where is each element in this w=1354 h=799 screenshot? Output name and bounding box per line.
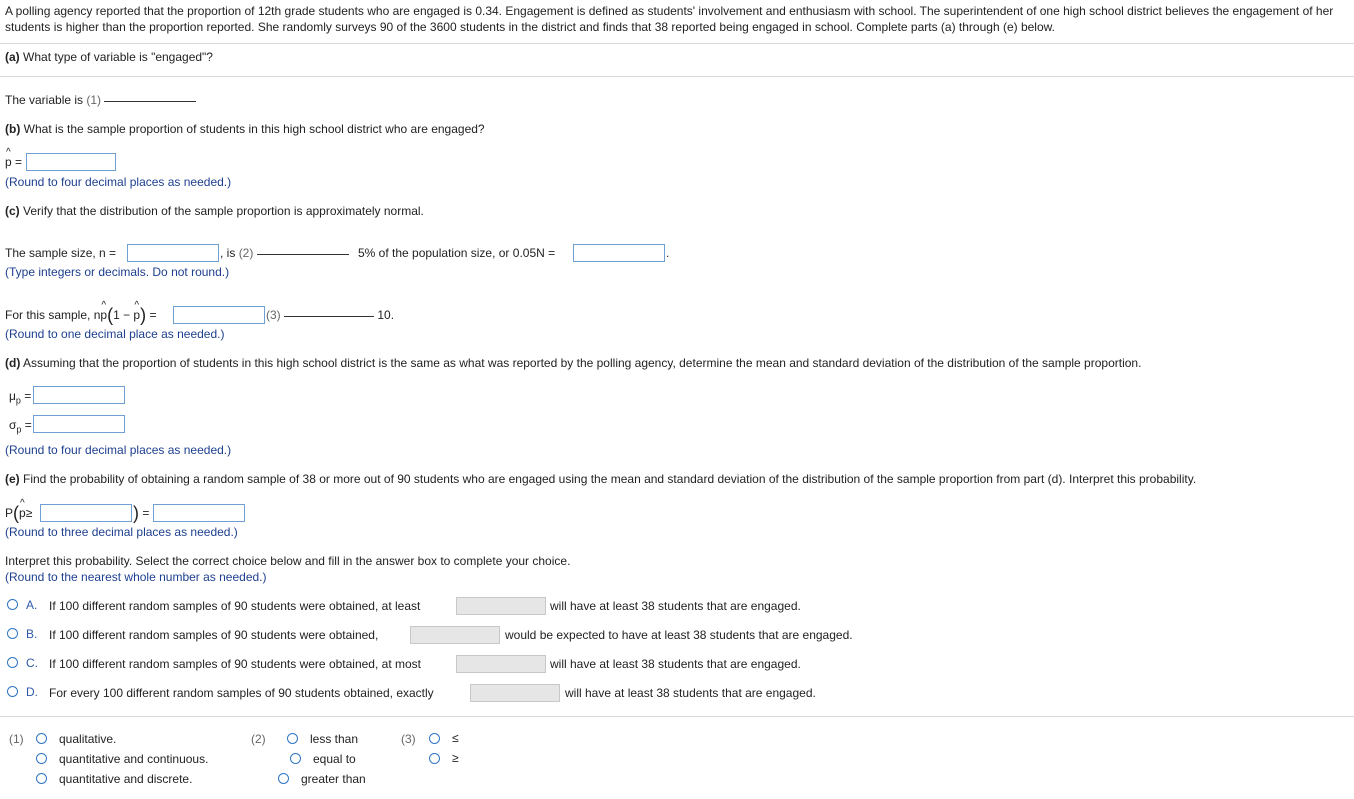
choice-c-letter: C.	[26, 656, 38, 670]
mu-phat-label: $\mu_p$ =	[9, 389, 32, 406]
option-2-greater: greater than	[301, 772, 366, 786]
interpret-note: (Round to the nearest whole number as needed.)	[5, 570, 267, 584]
sigma-phat-input[interactable]	[33, 415, 125, 433]
choice-c-text: If 100 different random samples of 90 students were obtained, at most	[49, 657, 421, 671]
problem-intro: A polling agency reported that the proportion of 12th grade students who are engaged is 0.34. Engagement is defined as students' involvement and enthusiasm with school. The superintendent of one high school district believes the engagement of her students is higher than the proportion reported. She randomly surveys 90 of the 3600 students in the district and finds that 38 reported being engaged in school. Complete parts (a) through (e) below.	[5, 4, 1334, 34]
options-group-3-label: (3)	[401, 732, 416, 746]
choice-c-radio[interactable]	[7, 657, 18, 668]
period: .	[666, 246, 670, 260]
option-3-le-radio[interactable]	[429, 733, 440, 744]
option-2-greater-radio[interactable]	[278, 773, 289, 784]
divider	[0, 716, 1354, 717]
phat-input[interactable]	[26, 153, 116, 171]
option-3-le: ≤	[452, 731, 459, 745]
is-compare-row: , is (2)	[220, 246, 349, 260]
probability-label: P(^ p≥	[5, 506, 32, 520]
option-1-discrete-radio[interactable]	[36, 773, 47, 784]
mu-phat-input[interactable]	[33, 386, 125, 404]
choice-b-text: If 100 different random samples of 90 students were obtained,	[49, 628, 379, 642]
part-d-question: (d) Assuming that the proportion of students in this high school district is the same as what was reported by the polling agency, determine the mean and standard deviation of the distribution of the sample proportion.	[5, 356, 1142, 370]
choice-d-input[interactable]	[470, 684, 560, 702]
option-2-less: less than	[310, 732, 359, 746]
option-1-qualitative-radio[interactable]	[36, 733, 47, 744]
five-percent-input[interactable]	[573, 244, 665, 262]
part-c-note2: (Round to one decimal place as needed.)	[5, 327, 225, 341]
part-d-note: (Round to four decimal places as needed.)	[5, 443, 232, 457]
choice-b-radio[interactable]	[7, 628, 18, 639]
option-2-equal-radio[interactable]	[290, 753, 301, 764]
divider	[0, 76, 1354, 77]
part-b-note: (Round to four decimal places as needed.)	[5, 175, 232, 189]
options-group-2-label: (2)	[251, 732, 266, 746]
choice-b-after: would be expected to have at least 38 students that are engaged.	[505, 628, 853, 642]
part-b-question: (b) What is the sample proportion of students in this high school district who are engaged?	[5, 122, 485, 136]
option-3-ge: ≥	[452, 751, 459, 765]
part-e-question: (e) Find the probability of obtaining a random sample of 38 or more out of 90 students who are engaged using the mean and standard deviation of the distribution of the sample proportion from part (d). Interpret this probability.	[5, 472, 1197, 486]
choice-c-after: will have at least 38 students that are engaged.	[550, 657, 801, 671]
choice-d-letter: D.	[26, 685, 38, 699]
option-1-continuous-radio[interactable]	[36, 753, 47, 764]
sigma-phat-label: $\sigma_p$ =	[9, 418, 32, 435]
part-e-note: (Round to three decimal places as needed.)	[5, 525, 238, 539]
probability-threshold-input[interactable]	[40, 504, 132, 522]
choice-b-letter: B.	[26, 627, 38, 641]
five-percent-label: 5% of the population size, or 0.05N =	[358, 246, 556, 260]
choice-a-after: will have at least 38 students that are engaged.	[550, 599, 801, 613]
part-c-note1: (Type integers or decimals. Do not round.)	[5, 265, 230, 279]
part-a-answer-row: The variable is (1)	[5, 93, 196, 107]
choice-a-radio[interactable]	[7, 599, 18, 610]
option-1-qualitative: qualitative.	[59, 732, 117, 746]
choice-c-input[interactable]	[456, 655, 546, 673]
option-1-discrete: quantitative and discrete.	[59, 772, 193, 786]
choice-d-text: For every 100 different random samples of 90 students obtained, exactly	[49, 686, 434, 700]
np-compare-row: (3) 10.	[266, 308, 395, 322]
choice-b-input[interactable]	[410, 626, 500, 644]
divider	[0, 43, 1354, 44]
part-a-question: (a) What type of variable is "engaged"?	[5, 50, 213, 64]
sample-size-label: The sample size, n =	[5, 246, 117, 260]
choice-a-text: If 100 different random samples of 90 students were obtained, at least	[49, 599, 421, 613]
probability-input[interactable]	[153, 504, 245, 522]
phat-label: ^ p =	[5, 155, 22, 169]
choice-a-letter: A.	[26, 598, 38, 612]
np-input[interactable]	[173, 306, 265, 324]
choice-d-after: will have at least 38 students that are engaged.	[565, 686, 816, 700]
options-group-1-label: (1)	[9, 732, 24, 746]
dropdown-blank-3[interactable]	[284, 315, 374, 317]
np-label: For this sample, n^ p(1 − ^ p) =	[5, 308, 156, 322]
option-3-ge-radio[interactable]	[429, 753, 440, 764]
choice-d-radio[interactable]	[7, 686, 18, 697]
dropdown-blank-1[interactable]	[104, 100, 196, 102]
option-2-equal: equal to	[313, 752, 356, 766]
choice-a-input[interactable]	[456, 597, 546, 615]
option-2-less-radio[interactable]	[287, 733, 298, 744]
part-c-question: (c) Verify that the distribution of the sample proportion is approximately normal.	[5, 204, 424, 218]
probability-eq: ) =	[133, 503, 150, 523]
sample-size-input[interactable]	[127, 244, 219, 262]
dropdown-blank-2[interactable]	[257, 253, 349, 255]
interpret-instruction: Interpret this probability. Select the correct choice below and fill in the answer box to complete your choice.	[5, 554, 571, 568]
option-1-continuous: quantitative and continuous.	[59, 752, 209, 766]
